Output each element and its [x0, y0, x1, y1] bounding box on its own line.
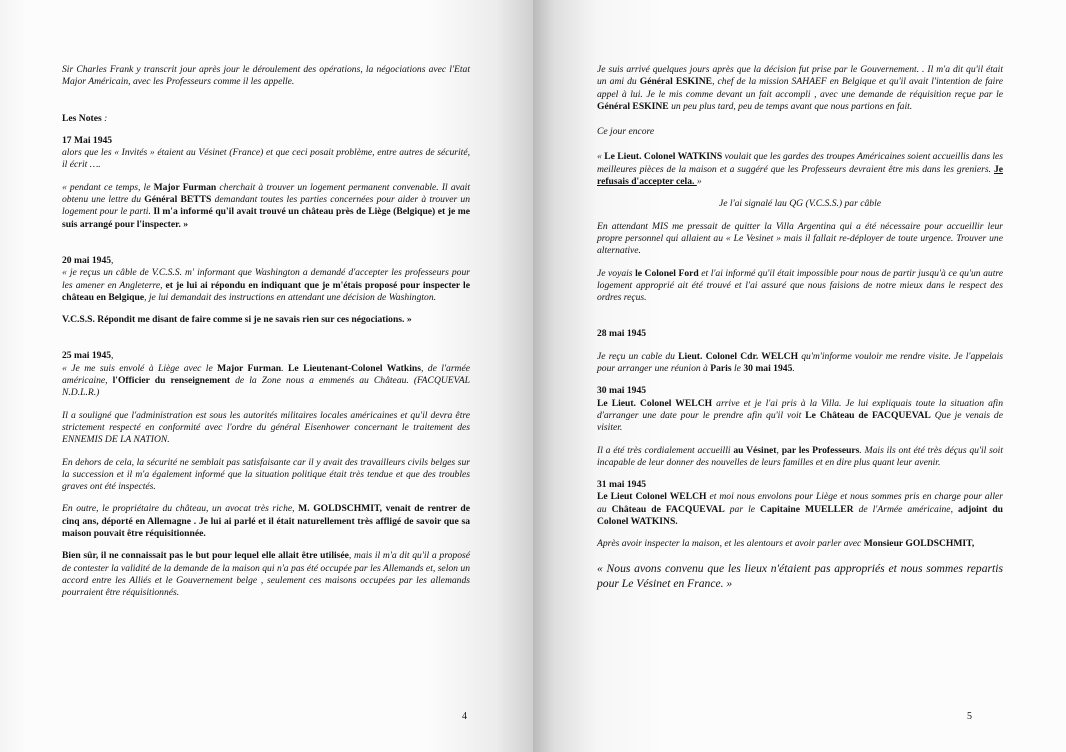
quote-paragraph: « pendant ce temps, le Major Furman cherchait à trouver un logement permanent convenable. Il avait obtenu une lettre du Général BETTS demandant toutes les parties concernées pour aider à trouver un logement pour le parti. Il m'a informé qu'il avait trouvé un château près de Liège (Belgique) et je me suis arrangé pour l'inspecter. »: [62, 181, 471, 230]
entry-date: 31 mai 1945: [597, 479, 647, 491]
entry-paragraph: En dehors de cela, la sécurité ne semblait pas satisfaisante car il y avait des travailleurs civils belges sur la succession et il m'a également informé que la situation politique était très tendue et que des troubles graves ont été inspectés.: [62, 456, 470, 493]
notes-heading: Les Notes :: [62, 112, 108, 124]
entry-paragraph: alors que les « Invités » étaient au Vésinet (France) et que ceci posait problème, entre autres de sécurité, il écrit ….: [62, 147, 470, 171]
entry-date: 20 mai 1945,: [62, 254, 114, 266]
entry-paragraph: Le Lieut. Colonel WELCH arrive et je l'ai pris à la Villa. Je lui expliquais toute la situation afin d'arranger une date pour le prendre afin qu'il voit Le Château de FACQUEVAL Que je venais de visiter.: [597, 397, 1003, 434]
entry-paragraph: Il a souligné que l'administration est sous les autorités militaires locales américaines et qu'il devra être strictement respecté en conformité avec l'ordre du général Eisenhower concernant le traitement des ENNEMIS DE LA NATION.: [62, 409, 470, 446]
entry-paragraph: Bien sûr, il ne connaissait pas le but pour lequel elle allait être utilisée, mais il m'a dit qu'il a proposé de contester la validité de la demande de la maison qui n'a pas été occupée par les Allemands et, selon un accord entre les Alliés et le Gouvernement belge , seulement ces maisons occupées par les allemands pourraient être réquisitionnés.: [62, 550, 470, 599]
entry-date: 25 mai 1945,: [62, 350, 114, 362]
entry-paragraph: Après avoir inspecter la maison, et les alentours et avoir parler avec Monsieur GOLDSCHMIT,: [597, 538, 975, 550]
entry-paragraph: Je voyais le Colonel Ford et l'ai informé qu'il était impossible pour nous de partir jusqu'à ce qu'un autre logement approprié ait été trouvé et l'ai assuré que nous faisions de notre mieux dans le respect des ordres reçus.: [597, 267, 1004, 304]
entry-paragraph: Le Lieut Colonel WELCH et moi nous envolons pour Liège et nous sommes pris en charge pour aller au Château de FACQUEVAL par le Capitaine MUELLER de l'Armée américaine, adjoint du Colonel WATKINS.: [597, 491, 1004, 528]
entry-paragraph: Je l'ai signalé lau QG (V.C.S.S.) par câble: [718, 198, 881, 210]
entry-paragraph: Ce jour encore: [597, 126, 655, 138]
right-page: [533, 0, 1066, 752]
closing-quote: « Nous avons convenu que les lieux n'étaient pas appropriés et nous sommes repartis pour Le Vésinet en France. »: [597, 561, 1003, 590]
entry-paragraph: Il a été très cordialement accueilli au Vésinet, par les Professeurs. Mais ils ont été très déçus qu'il soit incapable de leur donner des nouvelles de leurs familles et en dire plus quant leur avenir.: [597, 444, 1004, 468]
entry-paragraph: V.C.S.S. Répondit me disant de faire comme si je ne savais rien sur ces négociations. »: [62, 314, 412, 326]
entry-paragraph: Je suis arrivé quelques jours après que la décision fut prise par le Gouvernement. . Il m'a dit qu'il était un ami du Général ESKINE, chef de la mission SAHAEF en Belgique et qu'il avait l'intention de faire appel à lui. Je le mis comme devant un fait accompli , avec une demande de réquisition reçue par le Général ESKINE un peu plus tard, peu de temps avant que nous partions en fait.: [597, 64, 1003, 112]
right-page-text: [597, 64, 1003, 591]
quote-paragraph: « Le Lieut. Colonel WATKINS voulait que les gardes des troupes Américaines soient accueillis dans les meilleures pièces de la maison et a suggéré que les Professeurs devraient être mis dans les greniers. Je refusais d'accepter cela. »: [597, 151, 1003, 188]
left-page-text: [62, 64, 470, 600]
entry-paragraph: Je reçu un cable du Lieut. Colonel Cdr. WELCH qu'm'informe vouloir me rendre visite. Je l'appelais pour arranger une réunion à Paris le 30 mai 1945.: [597, 350, 1003, 375]
entry-date: 17 Mai 1945: [62, 134, 113, 146]
intro-paragraph: Sir Charles Frank y transcrit jour après jour le déroulement des opérations, la négociations avec l'Etat Major Américain, avec les Professeurs comme il les appelle.: [62, 64, 470, 88]
page-number: 5: [967, 711, 972, 722]
page-number: 4: [462, 711, 467, 722]
quote-paragraph: « Je me suis envolé à Liège avec le Major Furman. Le Lieutenant-Colonel Watkins, de l'armée américaine, l'Officier du renseignement de la Zone nous a emmenés au Château. (FACQUEVAL N.D.L.R.): [62, 362, 471, 399]
entry-paragraph: En attendant MIS me pressait de quitter la Villa Argentina qui a été nécessaire pour accueillir leur propre personnel qui allaient au « Le Vesinet » mais il fallait re-déployer de toute urgence. Trouver une alternative.: [597, 220, 1003, 257]
quote-paragraph: « je reçus un câble de V.C.S.S. m' informant que Washington a demandé d'accepter les professeurs pour les amener en Angleterre, et je lui ai répondu en indiquant que je m'étais proposé pour inspecter le château en Belgique, je lui demandait des instructions en attendant une décision de Washington.: [62, 267, 470, 303]
entry-paragraph: En outre, le propriétaire du château, un avocat très riche, M. GOLDSCHMIT, venait de rentrer de cinq ans, déporté en Allemagne . Je lui ai parlé et il était naturellement très affligé de savoir que sa maison pouvait être réquisitionnée.: [62, 503, 471, 540]
entry-date: 28 mai 1945: [597, 328, 647, 340]
entry-date: 30 mai 1945: [597, 385, 647, 397]
